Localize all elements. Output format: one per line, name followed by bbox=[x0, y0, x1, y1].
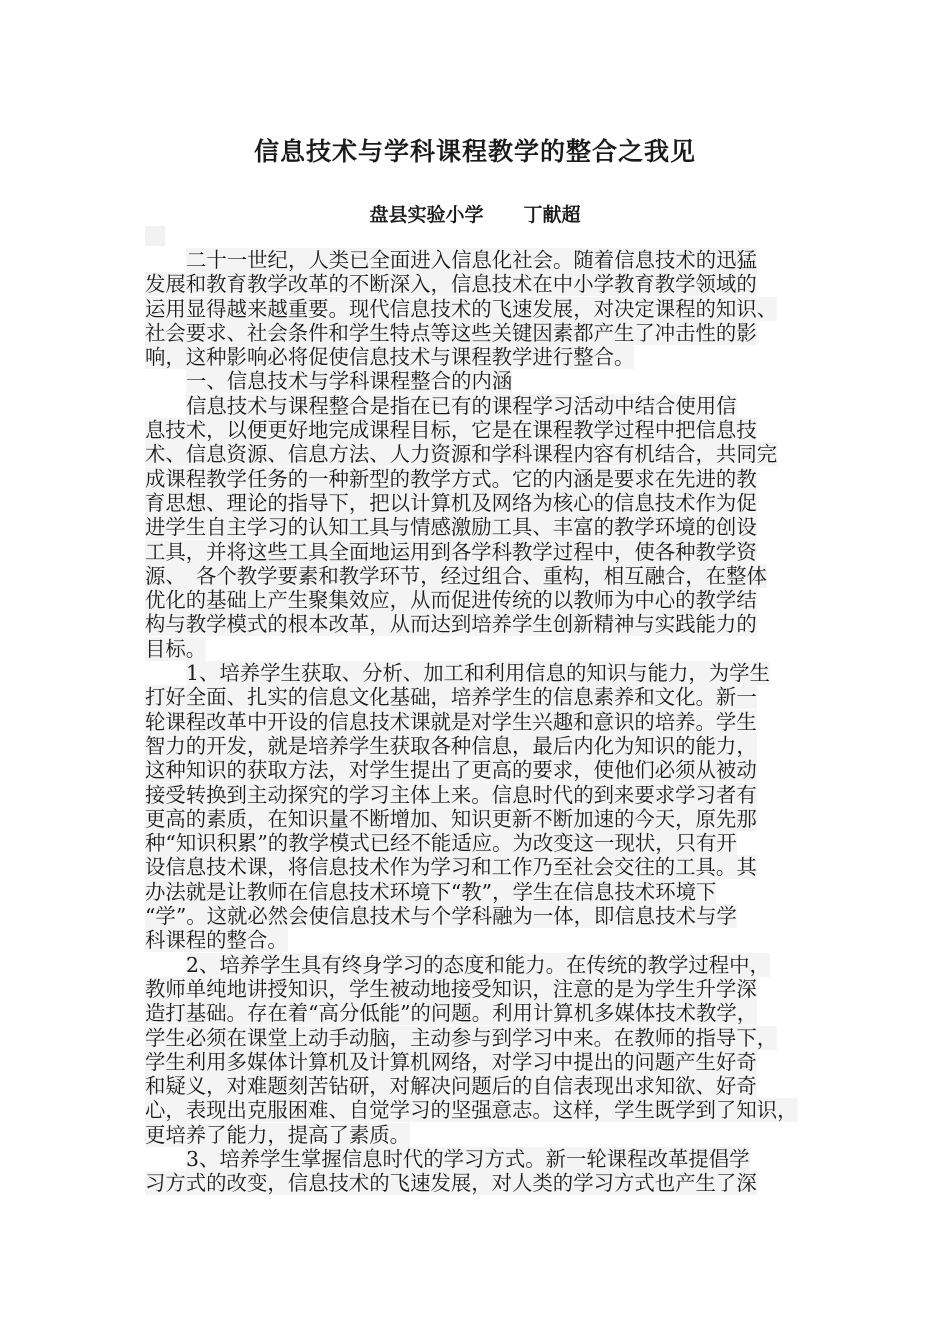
body-text-line bbox=[145, 272, 825, 296]
body-text-line-content: 发展和教育教学改革的不断深入，信息技术在中小学教育教学领域的 bbox=[145, 272, 757, 297]
body-text-line bbox=[145, 928, 825, 952]
body-text-line-content: 教师单纯地讲授知识，学生被动地接受知识，注意的是为学生升学深 bbox=[145, 976, 757, 1001]
body-text-line-content: 3、培养学生掌握信息时代的学习方式。新一轮课程改革提倡学 bbox=[186, 1146, 750, 1171]
body-text-line bbox=[145, 297, 825, 321]
author-school: 盘县实验小学 bbox=[369, 204, 484, 226]
body-text-line-content: 学生必须在课堂上动手动脑，主动参与到学习中来。在教师的指导下， bbox=[145, 1025, 778, 1050]
body-text-line bbox=[145, 831, 825, 855]
body-text-line-content: 优化的基础上产生聚集效应，从而促进传统的以教师为中心的教学结 bbox=[145, 588, 757, 613]
author-name: 丁献超 bbox=[523, 204, 581, 226]
body-text-line-content: 响，这种影响必将促使信息技术与课程教学进行整合。 bbox=[145, 345, 635, 370]
body-text-line bbox=[145, 1001, 825, 1025]
body-text-line bbox=[145, 1171, 825, 1195]
body-text-line bbox=[145, 977, 825, 1001]
body-text-line bbox=[145, 345, 825, 369]
body-text-line bbox=[145, 710, 825, 734]
body-text-line-content: 办法就是让教师在信息技术环境下“教”，学生在信息技术环境下 bbox=[145, 879, 717, 904]
body-text-line-content: 学生利用多媒体计算机及计算机网络，对学习中提出的问题产生好奇 bbox=[145, 1049, 757, 1074]
body-text-line-content: 和疑义，对难题刻苦钻研，对解决问题后的自信表现出求知欲、好奇 bbox=[145, 1074, 757, 1099]
body-text-line-content: 运用显得越来越重要。现代信息技术的飞速发展，对决定课程的知识、 bbox=[145, 296, 778, 321]
body-text-line bbox=[145, 734, 825, 758]
body-text-line-content: 1、培养学生获取、分析、加工和利用信息的知识与能力，为学生 bbox=[186, 661, 770, 686]
body-text-line bbox=[145, 904, 825, 928]
body-text-line bbox=[145, 1098, 825, 1122]
body-text-line-content: 术、信息资源、信息方法、人力资源和学科课程内容有机结合，共同完 bbox=[145, 442, 778, 467]
body-text-line-content: 习方式的改变，信息技术的飞速发展，对人类的学习方式也产生了深 bbox=[145, 1171, 757, 1196]
body-text-line-content: 目标。 bbox=[145, 636, 207, 661]
body-text-line bbox=[145, 442, 825, 466]
body-text-line bbox=[145, 564, 825, 588]
body-text-line bbox=[145, 758, 825, 782]
body-text-line-content: 构与教学模式的根本改革，从而达到培养学生创新精神与实践能力的 bbox=[145, 612, 757, 637]
body-text-line bbox=[145, 807, 825, 831]
body-text-line bbox=[145, 394, 825, 418]
body-text-line bbox=[145, 588, 825, 612]
body-text-line-content: 心，表现出克服困难、自觉学习的坚强意志。这样，学生既学到了知识， bbox=[145, 1098, 798, 1123]
body-text-line-content: 育思想、理论的指导下，把以计算机及网络为核心的信息技术作为促 bbox=[145, 490, 757, 515]
document-title: 信息技术与学科课程教学的整合之我见 bbox=[253, 137, 696, 166]
body-text-line-content: 智力的开发，就是培养学生获取各种信息，最后内化为知识的能力， bbox=[145, 733, 757, 758]
body-text-line-content: 这种知识的获取方法，对学生提出了更高的要求，使他们必须从被动 bbox=[145, 758, 757, 783]
body-text-line-content: 种“知识积累”的教学模式已经不能适应。为改变这一现状，只有开 bbox=[145, 831, 737, 856]
body-text-line-content: 成课程教学任务的一种新型的教学方式。它的内涵是要求在先进的教 bbox=[145, 466, 757, 491]
body-text-line-content: 一、信息技术与学科课程整合的内涵 bbox=[186, 369, 513, 394]
body-text-line-content: 2、培养学生具有终身学习的态度和能力。在传统的教学过程中， bbox=[186, 952, 770, 977]
body-text-line bbox=[145, 491, 825, 515]
body-text-line bbox=[145, 1074, 825, 1098]
document-body bbox=[145, 248, 825, 1196]
body-text-line-content: 科课程的整合。 bbox=[145, 928, 288, 953]
body-text-line-content: 轮课程改革中开设的信息技术课就是对学生兴趣和意识的培养。学生 bbox=[145, 709, 757, 734]
body-text-line bbox=[145, 248, 825, 272]
body-text-line-content: 造打基础。存在着“高分低能”的问题。利用计算机多媒体技术教学， bbox=[145, 1001, 758, 1026]
body-text-line bbox=[145, 880, 825, 904]
body-text-line-content: 信息技术与课程整合是指在已有的课程学习活动中结合使用信 bbox=[186, 393, 737, 418]
body-text-line-content: 二十一世纪，人类已全面进入信息化社会。随着信息技术的迅猛 bbox=[186, 248, 757, 272]
body-text-line-content: 工具，并将这些工具全面地运用到各学科教学过程中，使各种教学资 bbox=[145, 539, 757, 564]
body-text-line-content: 源、 各个教学要素和教学环节，经过组合、重构，相互融合，在整体 bbox=[145, 563, 767, 588]
body-text-line-content: 接受转换到主动探究的学习主体上来。信息时代的到来要求学习者有 bbox=[145, 782, 757, 807]
body-text-line bbox=[145, 612, 825, 636]
body-text-line-content: 更培养了能力，提高了素质。 bbox=[145, 1122, 411, 1147]
body-text-line bbox=[145, 783, 825, 807]
body-text-line-content: 打好全面、扎实的信息文化基础，培养学生的信息素养和文化。新一 bbox=[145, 685, 757, 710]
body-text-line-content: 社会要求、社会条件和学生特点等这些关键因素都产生了冲击性的影 bbox=[145, 320, 757, 345]
body-text-line bbox=[145, 418, 825, 442]
body-text-line-content: 息技术，以便更好地完成课程目标，它是在课程教学过程中把信息技 bbox=[145, 418, 757, 443]
body-text-line bbox=[145, 1050, 825, 1074]
body-text-line bbox=[145, 953, 825, 977]
body-text-line-content: 进学生自主学习的认知工具与情感激励工具、丰富的教学环境的创设 bbox=[145, 515, 757, 540]
body-text-line bbox=[145, 1026, 825, 1050]
body-text-line bbox=[145, 321, 825, 345]
body-text-line bbox=[145, 1123, 825, 1147]
body-text-line bbox=[145, 661, 825, 685]
body-text-line bbox=[145, 637, 825, 661]
body-text-line bbox=[145, 369, 825, 393]
paragraph-marker bbox=[145, 226, 165, 246]
body-text-line bbox=[145, 1147, 825, 1171]
body-text-line bbox=[145, 515, 825, 539]
body-text-line-content: “学”。这就必然会使信息技术与个学科融为一体，即信息技术与学 bbox=[145, 904, 737, 929]
author-line bbox=[0, 200, 950, 227]
body-text-line bbox=[145, 467, 825, 491]
body-text-line-content: 更高的素质，在知识量不断增加、知识更新不断加速的今天，原先那 bbox=[145, 806, 757, 831]
body-text-line bbox=[145, 540, 825, 564]
body-text-line bbox=[145, 855, 825, 879]
body-text-line bbox=[145, 685, 825, 709]
body-text-line-content: 设信息技术课，将信息技术作为学习和工作乃至社会交往的工具。其 bbox=[145, 855, 757, 880]
